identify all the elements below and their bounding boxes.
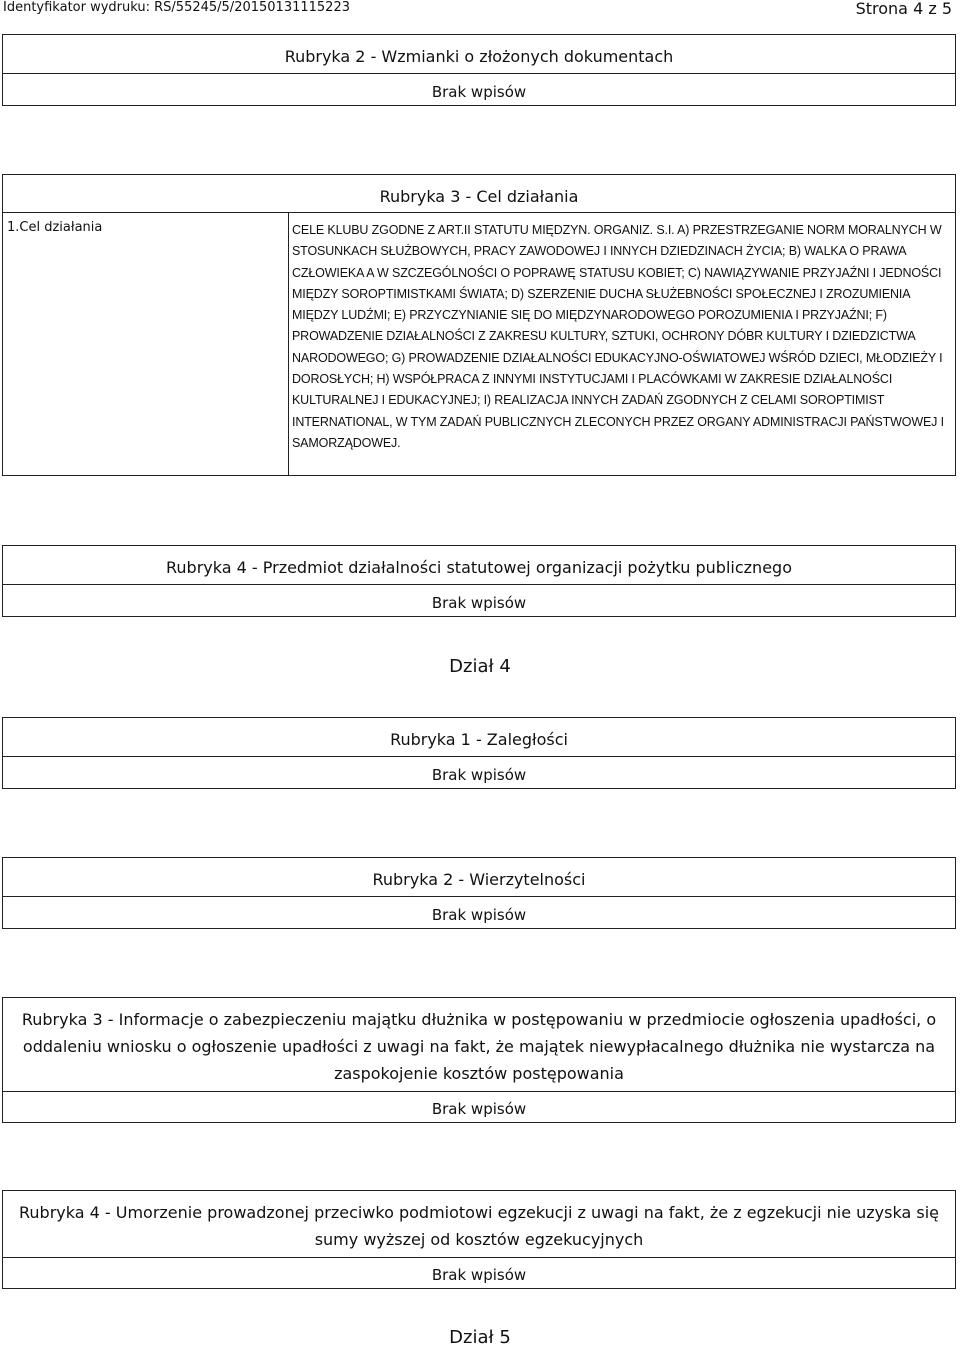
column-divider <box>288 212 289 475</box>
dzial-5-heading: Dział 5 <box>449 1327 511 1348</box>
section-title-line-2: oddaleniu wniosku o ogłoszenie upadłości z uwagi na fakt, że majątek niewypłacalnego dłużnika nie wystarcza na <box>22 1037 936 1056</box>
row-value: CELE KLUBU ZGODNE Z ART.II STATUTU MIĘDZYN. ORGANIZ. S.I. A) PRZESTRZEGANIE NORM MORALNYCH W STOSUNKACH SŁUŻBOWYCH, PRACY ZAWODOWEJ I INNYCH DZIEDZINACH ŻYCIA; B) WALKA O PRAWA CZŁOWIEKA A W SZCZEGÓLNOŚCI O POPRAWĘ STATUSU KOBIET; C) NAWIĄZYWANIE PRZYJAŹNI I JEDNOŚCI MIĘDZY SOROPTIMISTKAMI ŚWIATA; D) SZERZENIE DUCHA SŁUŻEBNOŚCI SPOŁECZNEJ I ZROZUMIENIA MIĘDZY LUDŹMI; E) PRZYCZYNIANIE SIĘ DO MIĘDZYNARODOWEGO POROZUMIENIA I PRZYJAŹNI; F) PROWADZENIE DZIAŁALNOŚCI Z ZAKRESU KULTURY, SZTUKI, OCHRONY DÓBR KULTURY I DZIEDZICTWA NARODOWEGO; G) PROWADZENIE DZIAŁALNOŚCI EDUKACYJNO-OŚWIATOWEJ WŚRÓD DZIECI, MŁODZIEŻY I DOROSŁYCH; H) WSPÓŁPRACA Z INNYMI INSTYTUCJAMI I PLACÓWKAMI W ZAKRESIE DZIAŁALNOŚCI KULTURALNEJ I EDUKACYJNEJ; I) REALIZACJA INNYCH ZADAŃ ZGODNYCH Z CELAMI SOROPTIMIST INTERNATIONAL, W TYM ZADAŃ PUBLICZNYCH ZLECONYCH PRZEZ ORGANY ADMINISTRACJI PAŃSTWOWEJ I SAMORZĄDOWEJ. <box>292 223 944 450</box>
section-zabezpieczenie-majatku <box>2 997 956 1123</box>
section-title: Rubryka 1 - Zaległości <box>390 730 568 749</box>
section-wzmianki <box>2 34 956 106</box>
empty-status: Brak wpisów <box>431 83 527 101</box>
section-title-line-1: Rubryka 4 - Umorzenie prowadzonej przeciwko podmiotowi egzekucji z uwagi na fakt, że z egzekucji nie uzyska się <box>19 1203 939 1222</box>
row-label: 1.Cel działania <box>7 220 103 235</box>
section-title: Rubryka 2 - Wierzytelności <box>372 870 586 889</box>
section-wierzytelnosci <box>2 857 956 929</box>
section-zaleglosci <box>2 717 956 789</box>
section-przedmiot-dzialalnosci <box>2 545 956 617</box>
empty-status: Brak wpisów <box>431 766 527 784</box>
cel-dzialania-row <box>2 212 956 476</box>
section-title-line-1: Rubryka 3 - Informacje o zabezpieczeniu majątku dłużnika w postępowaniu w przedmiocie ogłoszenia upadłości, o <box>21 1010 937 1029</box>
empty-status: Brak wpisów <box>431 906 527 924</box>
section-title: Rubryka 4 - Przedmiot działalności statutowej organizacji pożytku publicznego <box>166 558 792 577</box>
section-umorzenie-egzekucji <box>2 1190 956 1289</box>
divider <box>3 756 955 757</box>
divider <box>3 1091 955 1092</box>
section-title: Rubryka 2 - Wzmianki o złożonych dokumentach <box>284 47 674 66</box>
divider <box>3 584 955 585</box>
divider <box>3 73 955 74</box>
dzial-4-heading: Dział 4 <box>449 656 511 677</box>
empty-status: Brak wpisów <box>431 1266 527 1284</box>
page-number: Strona 4 z 5 <box>855 0 952 18</box>
section-title: Rubryka 3 - Cel działania <box>379 187 579 206</box>
empty-status: Brak wpisów <box>431 1100 527 1118</box>
divider <box>3 1257 955 1258</box>
section-title-line-3: zaspokojenie kosztów postępowania <box>334 1064 624 1083</box>
section-title-line-2: sumy wyższej od kosztów egzekucyjnych <box>314 1230 644 1249</box>
divider <box>3 896 955 897</box>
empty-status: Brak wpisów <box>431 594 527 612</box>
section-cel-dzialania <box>2 174 956 213</box>
print-identifier: Identyfikator wydruku: RS/55245/5/20150131115223 <box>3 0 350 15</box>
